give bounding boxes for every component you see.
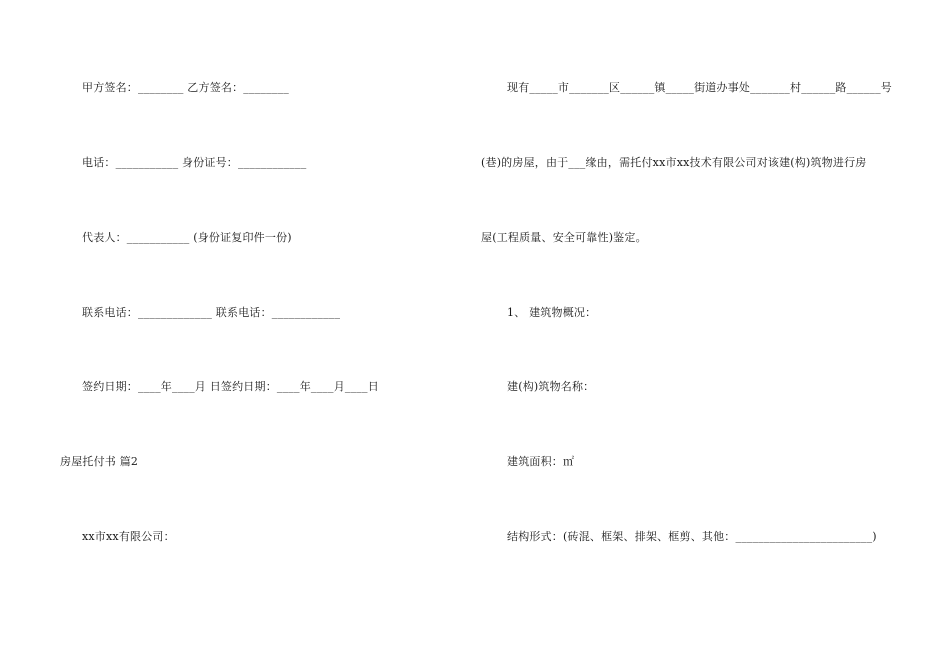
section-heading: 房屋托付书 篇2 <box>60 455 139 468</box>
entrust-reason-line: (巷)的房屋，由于___缘由，需托付xx市xx技术有限公司对该建(构)筑物进行房 <box>481 156 867 169</box>
building-overview-heading: 1、 建筑物概况： <box>507 306 597 319</box>
property-address-line: 现有_____市_______区______镇_____街道办事处_______村______路______号 <box>507 81 892 94</box>
right-column <box>475 0 950 672</box>
contact-phone-line: 联系电话：_____________ 联系电话：____________ <box>82 306 341 319</box>
building-name-line: 建(构)筑物名称： <box>507 380 595 393</box>
party-signature-line: 甲方签名：________ 乙方签名：________ <box>82 81 289 94</box>
addressee-line: xx市xx有限公司： <box>82 530 175 543</box>
building-area-line: 建筑面积：㎡ <box>507 455 575 468</box>
structure-type-line: 结构形式：(砖混、框架、排架、框剪、其他：________________________) <box>507 530 877 543</box>
appraisal-scope-line: 屋(工程质量、安全可靠性)鉴定。 <box>481 231 647 244</box>
phone-id-line: 电话：___________ 身份证号：____________ <box>82 156 307 169</box>
signing-date-line: 签约日期：____年____月 日签约日期：____年____月____日 <box>82 380 379 393</box>
representative-line: 代表人：___________ (身份证复印件一份) <box>82 231 292 244</box>
